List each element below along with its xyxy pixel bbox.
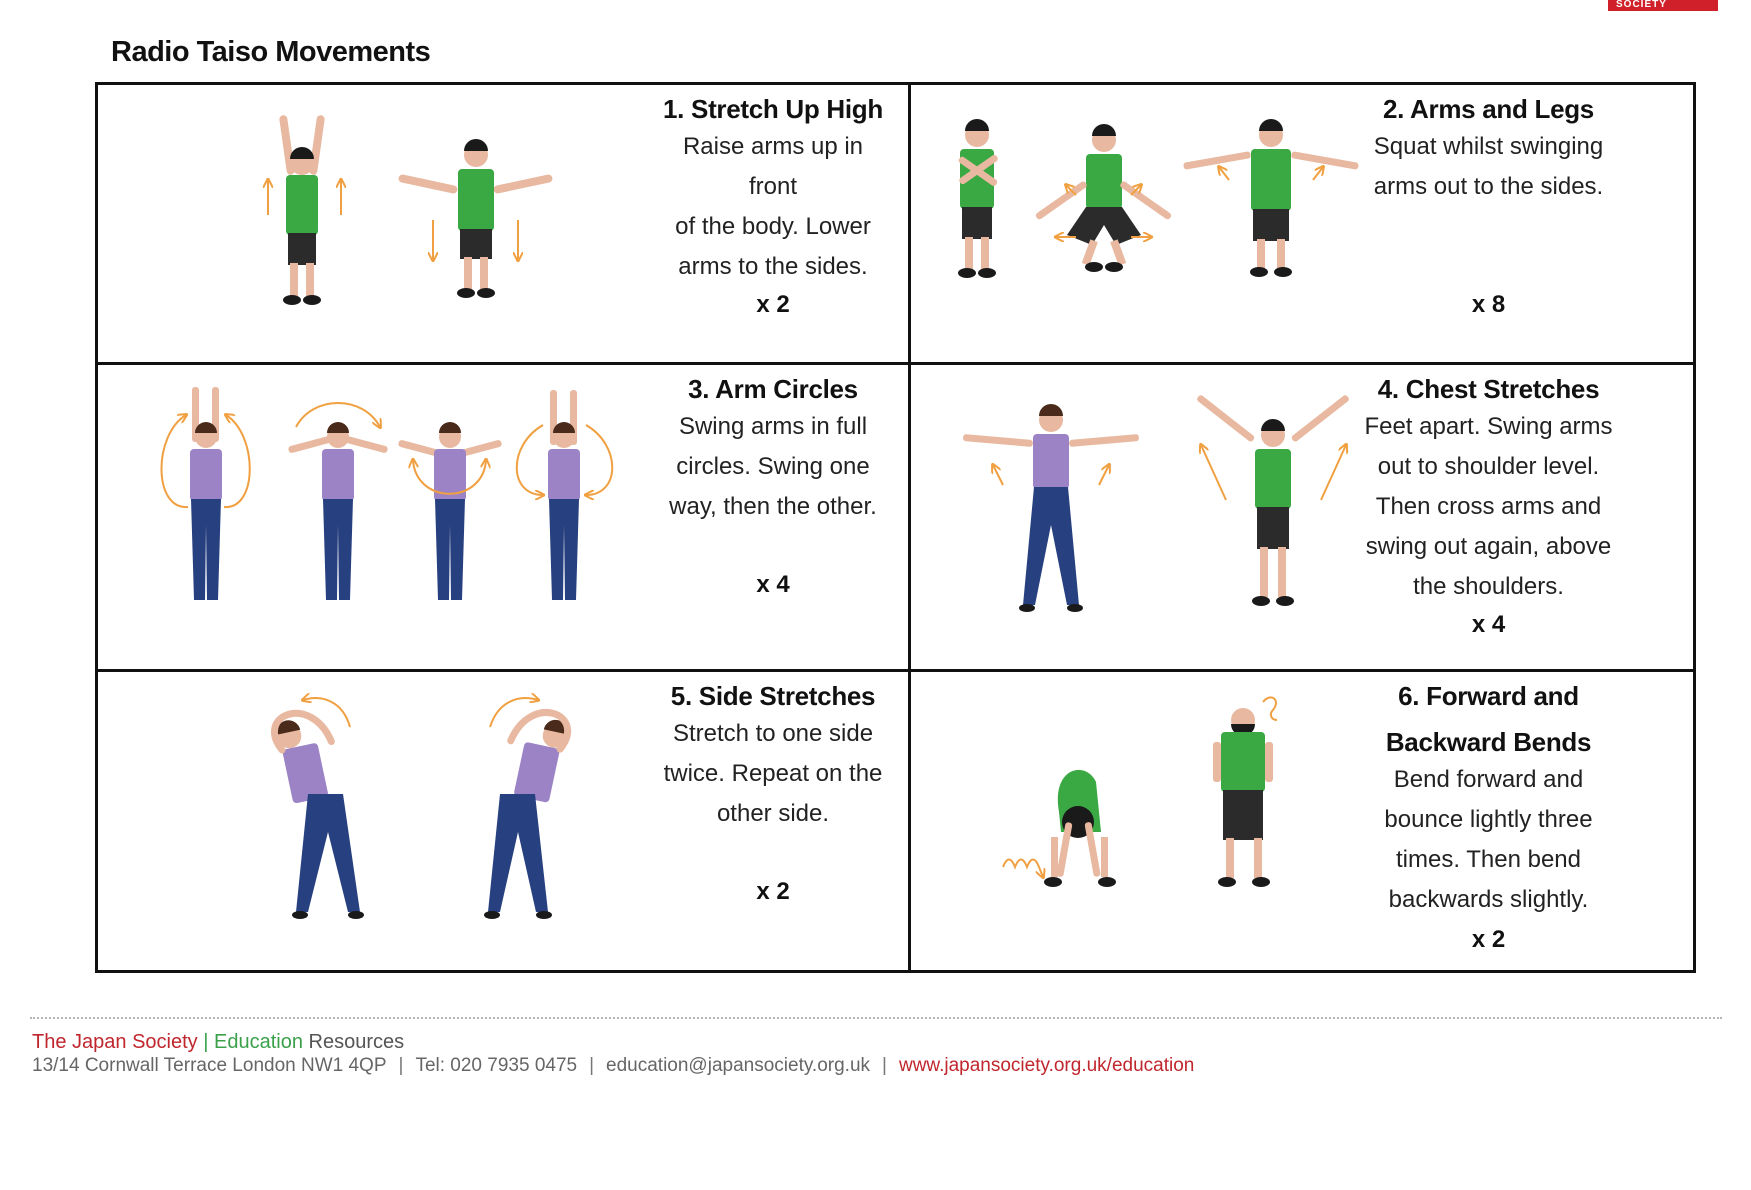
movement-5-text bbox=[658, 678, 888, 963]
movement-5-line-1: Stretch to one side bbox=[672, 720, 874, 747]
movement-1-line-3: arms to the sides. bbox=[678, 253, 868, 280]
footer-resources-label: Resources bbox=[308, 1031, 405, 1053]
figure-circle-1 bbox=[161, 387, 249, 600]
figure-above-shoulders bbox=[1196, 394, 1350, 606]
figure-lean-left bbox=[271, 698, 364, 919]
figure-circle-2 bbox=[288, 403, 389, 600]
movement-6-line-2: bounce lightly three bbox=[1384, 806, 1593, 833]
movement-5-reps: x 2 bbox=[756, 878, 790, 905]
movement-2-title: 2. Arms and Legs bbox=[1383, 94, 1594, 124]
movement-1-reps: x 2 bbox=[756, 291, 790, 318]
movement-4-text bbox=[1356, 371, 1621, 661]
movement-4-line-3: Then cross arms and bbox=[1375, 493, 1602, 520]
figure-bend-forward bbox=[1003, 770, 1116, 887]
movement-cell-1 bbox=[98, 85, 908, 362]
movement-2-reps: x 8 bbox=[1471, 291, 1506, 318]
movement-4-line-2: out to shoulder level. bbox=[1377, 453, 1600, 480]
movement-4-line-4: swing out again, above bbox=[1365, 533, 1612, 560]
movement-cell-5 bbox=[98, 672, 908, 970]
movement-1-line-1: Raise arms up in front bbox=[682, 133, 864, 200]
movement-3-line-2: circles. Swing one bbox=[676, 453, 870, 480]
movement-cell-4 bbox=[911, 365, 1693, 669]
figure-arms-up bbox=[268, 115, 341, 305]
footer-pipe-2: | bbox=[589, 1055, 595, 1076]
movement-1-text bbox=[658, 91, 888, 356]
movement-cell-6 bbox=[911, 672, 1693, 970]
figure-squat bbox=[1035, 124, 1173, 272]
figure-circle-4 bbox=[517, 390, 613, 600]
movement-6-line-3: times. Then bend bbox=[1395, 846, 1581, 873]
page-title: Radio Taiso Movements bbox=[111, 36, 431, 68]
movement-5-line-3: other side. bbox=[716, 800, 830, 827]
figure-crossed-arms bbox=[958, 119, 999, 278]
movement-3-text bbox=[658, 371, 888, 661]
footer-tel: Tel: 020 7935 0475 bbox=[415, 1055, 578, 1076]
footer-address: 13/14 Cornwall Terrace London NW1 4QP bbox=[32, 1055, 387, 1076]
movement-2-line-1: Squat whilst swinging bbox=[1373, 133, 1604, 160]
movement-2-line-2: arms out to the sides. bbox=[1373, 173, 1604, 200]
figure-bend-backward bbox=[1213, 697, 1277, 887]
footer-education-label: Education bbox=[213, 1031, 303, 1053]
footer-pipe-1: | bbox=[398, 1055, 404, 1076]
figure-arms-side bbox=[1183, 119, 1359, 277]
footer-website-link[interactable]: www.japansociety.org.uk/education bbox=[898, 1055, 1195, 1076]
footer-org-name: The Japan Society bbox=[32, 1031, 198, 1053]
movement-6-title-line-2: Backward Bends bbox=[1385, 727, 1592, 757]
movement-3-reps: x 4 bbox=[756, 571, 790, 598]
footer-pipe-3: | bbox=[882, 1055, 887, 1076]
footer-email-link[interactable]: education@japansociety.org.uk bbox=[606, 1055, 871, 1076]
figure-lean-right bbox=[484, 698, 571, 919]
movement-4-line-1: Feet apart. Swing arms bbox=[1364, 413, 1613, 440]
movement-cell-3 bbox=[98, 365, 908, 669]
movement-3-line-1: Swing arms in full bbox=[678, 413, 868, 440]
movement-6-reps: x 2 bbox=[1471, 926, 1506, 953]
movement-6-line-4: backwards slightly. bbox=[1388, 886, 1589, 913]
footer-separator: | bbox=[203, 1031, 209, 1053]
movement-4-title: 4. Chest Stretches bbox=[1377, 374, 1600, 404]
figure-shoulder-level bbox=[963, 404, 1139, 612]
footer-divider bbox=[30, 1017, 1722, 1019]
movement-1-title: 1. Stretch Up High bbox=[663, 94, 883, 124]
figure-arms-out bbox=[398, 139, 553, 298]
movement-3-title: 3. Arm Circles bbox=[688, 374, 858, 404]
footer-contact bbox=[32, 1055, 1194, 1077]
movement-4-reps: x 4 bbox=[1471, 611, 1506, 638]
movement-6-title-line-1: 6. Forward and bbox=[1398, 681, 1579, 711]
japan-society-logo: SOCIETY bbox=[1608, 0, 1718, 11]
movement-5-title: 5. Side Stretches bbox=[670, 681, 876, 711]
movement-cell-2 bbox=[911, 85, 1693, 362]
movement-3-line-3: way, then the other. bbox=[669, 493, 877, 520]
movement-4-line-5: the shoulders. bbox=[1413, 573, 1564, 600]
movement-2-text bbox=[1356, 91, 1621, 356]
movement-6-line-1: Bend forward and bbox=[1393, 766, 1584, 793]
footer-branding bbox=[32, 1031, 404, 1054]
movement-1-line-2: of the body. Lower bbox=[675, 213, 871, 240]
movement-5-line-2: twice. Repeat on the bbox=[663, 760, 883, 787]
movement-6-text bbox=[1356, 678, 1621, 963]
figure-circle-3 bbox=[398, 422, 503, 600]
